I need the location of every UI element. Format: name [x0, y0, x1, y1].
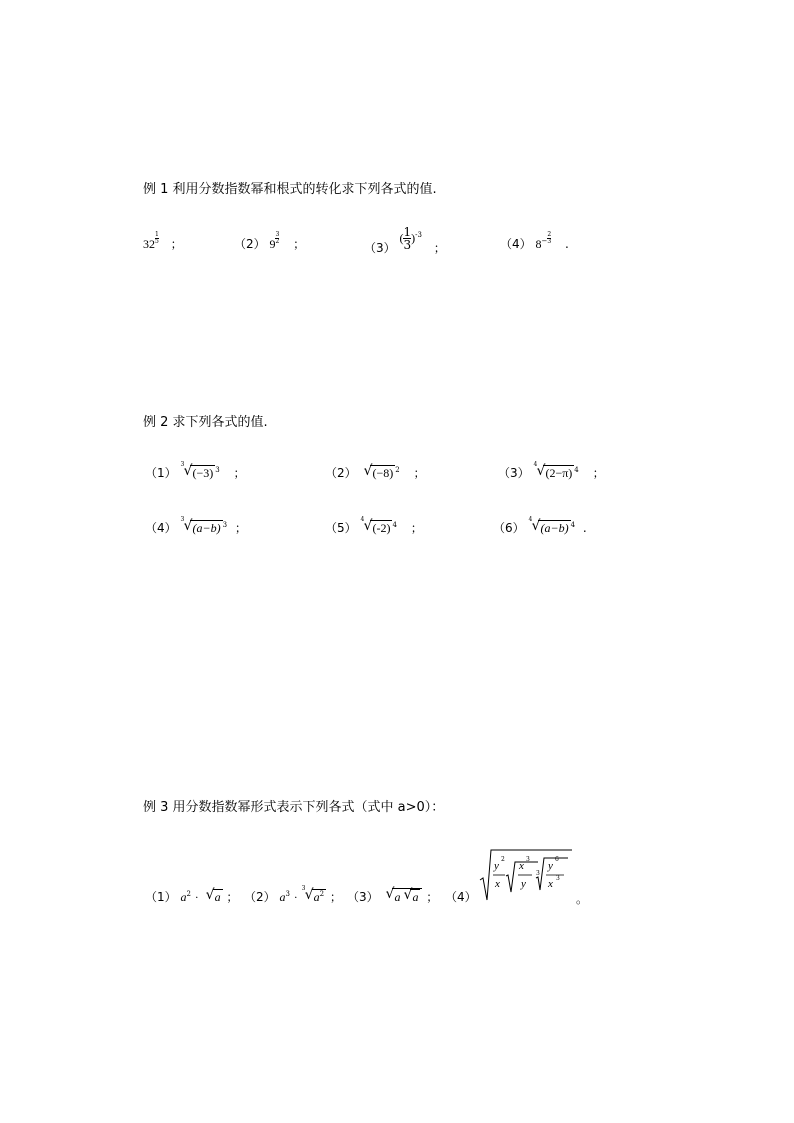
ex2-item-6: （6） 4 √ (a−b) $^4$ .: [493, 516, 587, 535]
ex1-item-4: （4） 8− $\frac{2}{3}$ .: [500, 231, 569, 251]
ex1-item-2-exponent: $\frac{3}{2}$: [275, 231, 280, 245]
ex2-item-2-radical: √ (−8) $^2$: [363, 463, 400, 480]
example-1-heading: 例 1 利用分数指数幂和根式的转化求下列各式的值.: [143, 182, 437, 197]
ex1-item-3-fraction: $\frac{1}{3}$: [403, 225, 412, 252]
ex3-item-2-radical: 3 √ $a^2$: [301, 885, 325, 904]
ex2-item-5-radical: 4 √ (-2) $^4$: [360, 516, 397, 535]
ex2-item-4: （4） 3 √ (a−b) $^3$ ；: [145, 516, 247, 535]
ex1-item-4-exponent: $\frac{2}{3}$: [547, 231, 552, 245]
ex1-item-1: 32 $\frac{1}{5}$ ；: [143, 231, 183, 251]
ex2-item-2: （2） √ (−8) $^2$ ；: [325, 463, 426, 480]
ex3-item-4-punct: 。: [576, 892, 589, 906]
ex2-item-5: （5） 4 √ (-2) $^4$ ；: [325, 516, 423, 535]
ex1-item-1-exponent: $\frac{1}{5}$: [155, 231, 159, 245]
ex1-item-2-base: 9: [269, 237, 276, 251]
ex2-item-3-radical: 4 √ (2−π) $^4$: [533, 461, 579, 480]
ex3-item-4-label: （4）: [445, 890, 477, 904]
ex2-item-4-radical: 3 √ (a−b) $^3$: [180, 516, 228, 535]
ex1-item-2: （2） 9 $\frac{3}{2}$ ；: [234, 231, 306, 251]
ex1-item-3: （3） ( $\frac{1}{3}$ )$^{-3}$ ；: [364, 225, 446, 255]
example-3-heading: 例 3 用分数指数幂形式表示下列各式（式中 a>0）：: [143, 800, 445, 815]
ex3-item-1-radical: √ a: [205, 887, 221, 904]
ex1-item-4-base: 8: [535, 237, 542, 251]
ex3-item-3: （3） √ a √ a ；: [347, 886, 439, 904]
ex3-item-3-inner-radical: √ a: [403, 887, 419, 904]
ex3-item-3-outer-radical: √ a √ a: [382, 888, 422, 905]
example-2-heading: 例 2 求下列各式的值.: [143, 415, 268, 430]
ex3-item-2: （2） $a^3$ · 3 √ $a^2$ ；: [244, 885, 342, 904]
ex2-item-1-radical: 3 √ (−3) $^3$: [180, 461, 220, 480]
ex2-item-6-radical: 4 √ (a−b) $^4$: [528, 516, 576, 535]
ex1-item-1-base: 32: [143, 237, 155, 251]
ex2-item-3: （3） 4 √ (2−π) $^4$ ；: [498, 461, 605, 480]
ex3-item-1: （1） $a^2$ · √ a ；: [145, 887, 239, 904]
ex2-item-1: （1） 3 √ (−3) $^3$ ；: [145, 461, 246, 480]
